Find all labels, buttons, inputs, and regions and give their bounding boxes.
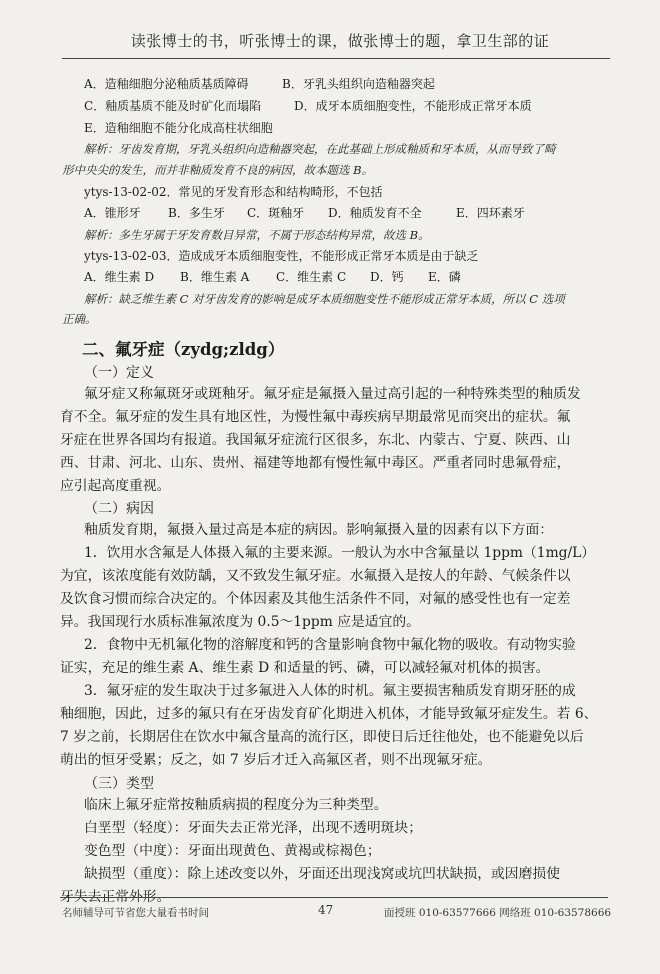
types-line: 牙失去正常外形。 [60,889,171,905]
definition-line: 应引起高度重视。 [60,478,171,494]
header-divider [62,58,610,59]
types-line: 变色型（中度）：牙面出现黄色、黄褐或棕褐色； [84,843,381,859]
page-header-slogan: 读张博士的书，听张博士的课，做张博士的题，拿卫生部的证 [130,32,550,50]
q3-option-b: B．维生素 A [180,270,250,284]
etiology-line: 为宜，该浓度能有效防龋，又不致发生氟牙症。水氟摄入是按人的年龄、气候条件以 [60,568,571,584]
subheading-types: （三）类型 [84,776,154,792]
q2-explanation: 解析：多生牙属于牙发育数目异常，不属于形态结构异常，故选 B。 [84,228,430,242]
definition-line: 牙症在世界各国均有报道。我国氟牙症流行区很多，东北、内蒙古、宁夏、陕西、山 [60,432,571,448]
q2-option-e: E．四环素牙 [456,206,525,220]
section-heading-fluorosis: 二、氟牙症（zydg;zldg） [82,340,285,359]
q3-explanation-line1: 解析：缺乏维生素 C 对牙齿发育的影响是成牙本质细胞变性不能形成正常牙本质，所以 C 选项 [84,292,565,306]
q1-option-a: A．造釉细胞分泌釉质基质障碍 [84,77,249,91]
q1-option-d: D．成牙本质细胞变性，不能形成正常牙本质 [294,99,532,113]
q1-option-e: E．造釉细胞不能分化成高柱状细胞 [84,121,273,135]
etiology-line: 釉质发育期，氟摄入量过高是本症的病因。影响氟摄入量的因素有以下方面： [84,522,554,538]
etiology-line: 2．食物中无机氟化物的溶解度和钙的含量影响食物中氟化物的吸收。有动物实验 [84,637,576,653]
etiology-line: 及饮食习惯而综合决定的。个体因素及其他生活条件不同，对氟的感受性也有一定差 [60,591,571,607]
definition-line: 育不全。氟牙症的发生具有地区性，为慢性氟中毒疾病早期最常见而突出的症状。氟 [60,409,571,425]
types-line: 白垩型（轻度）：牙面失去正常光泽，出现不透明斑块； [84,820,423,836]
footer-divider [60,897,608,898]
q1-explanation-line1: 解析：牙齿发育期，牙乳头组织向造釉器突起，在此基础上形成釉质和牙本质，从而导致了畸 [84,142,556,156]
q1-option-c: C．釉质基质不能及时矿化而塌陷 [84,99,262,113]
q2-option-d: D．釉质发育不全 [328,206,422,220]
subheading-definition: （一）定义 [84,365,154,381]
etiology-line: 萌出的恒牙受累；反之，如 7 岁后才迁入高氟区者，则不出现氟牙症。 [60,752,492,768]
q3-explanation-line2: 正确。 [62,312,97,326]
etiology-line: 1．饮用水含氟是人体摄入氟的主要来源。一般认为水中含氟量以 1ppm（1mg/L） [84,545,596,561]
q2-option-b: B．多生牙 [168,206,225,220]
types-line: 临床上氟牙症常按釉质病损的程度分为三种类型。 [84,797,388,813]
etiology-line: 7 岁之前，长期居住在饮水中氟含量高的流行区，即使日后迁往他处，也不能避免以后 [60,729,584,745]
etiology-line: 异。我国现行水质标准氟浓度为 0.5～1ppm 应是适宜的。 [60,614,420,630]
footer-contact: 面授班 010-63577666 网络班 010-63578666 [384,907,612,919]
q3-option-a: A．维生素 D [84,270,155,284]
etiology-line: 3．氟牙症的发生取决于过多氟进入人体的时机。氟主要损害釉质发育期牙胚的成 [84,683,576,699]
page-number: 47 [318,903,334,917]
etiology-line: 证实，充足的维生素 A、维生素 D 和适量的钙、磷，可以减轻氟对机体的损害。 [60,660,550,676]
definition-line: 西、甘肃、河北、山东、贵州、福建等地都有慢性氟中毒区。严重者同时患氟骨症， [60,455,571,471]
types-line: 缺损型（重度）：除上述改变以外，牙面还出现浅窝或坑凹状缺损，或因磨损使 [84,866,560,882]
definition-line: 氟牙症又称氟斑牙或斑釉牙。氟牙症是氟摄入量过高引起的一种特殊类型的釉质发 [84,386,581,402]
q3-option-d: D．钙 [370,270,404,284]
q3-option-e: E．磷 [428,270,461,284]
subheading-etiology: （二）病因 [84,501,154,517]
q3-option-c: C．维生素 C [276,270,347,284]
q1-option-b: B．牙乳头组织向造釉器突起 [282,77,435,91]
etiology-line: 釉细胞，因此，过多的氟只有在牙齿发育矿化期进入机体，才能导致氟牙症发生。若 6、 [60,706,598,722]
q1-explanation-line2: 形中央尖的发生，而并非釉质发育不良的病因，故本题选 B。 [62,163,374,177]
q2-stem: ytys-13-02-02．常见的牙发育形态和结构畸形，不包括 [84,185,383,199]
footer-left-text: 名师辅导可节省您大量看书时间 [62,907,209,919]
q3-stem: ytys-13-02-03．造成成牙本质细胞变性，不能形成正常牙本质是由于缺乏 [84,249,479,263]
q2-option-c: C．斑釉牙 [247,206,305,220]
q2-option-a: A．锥形牙 [84,206,141,220]
